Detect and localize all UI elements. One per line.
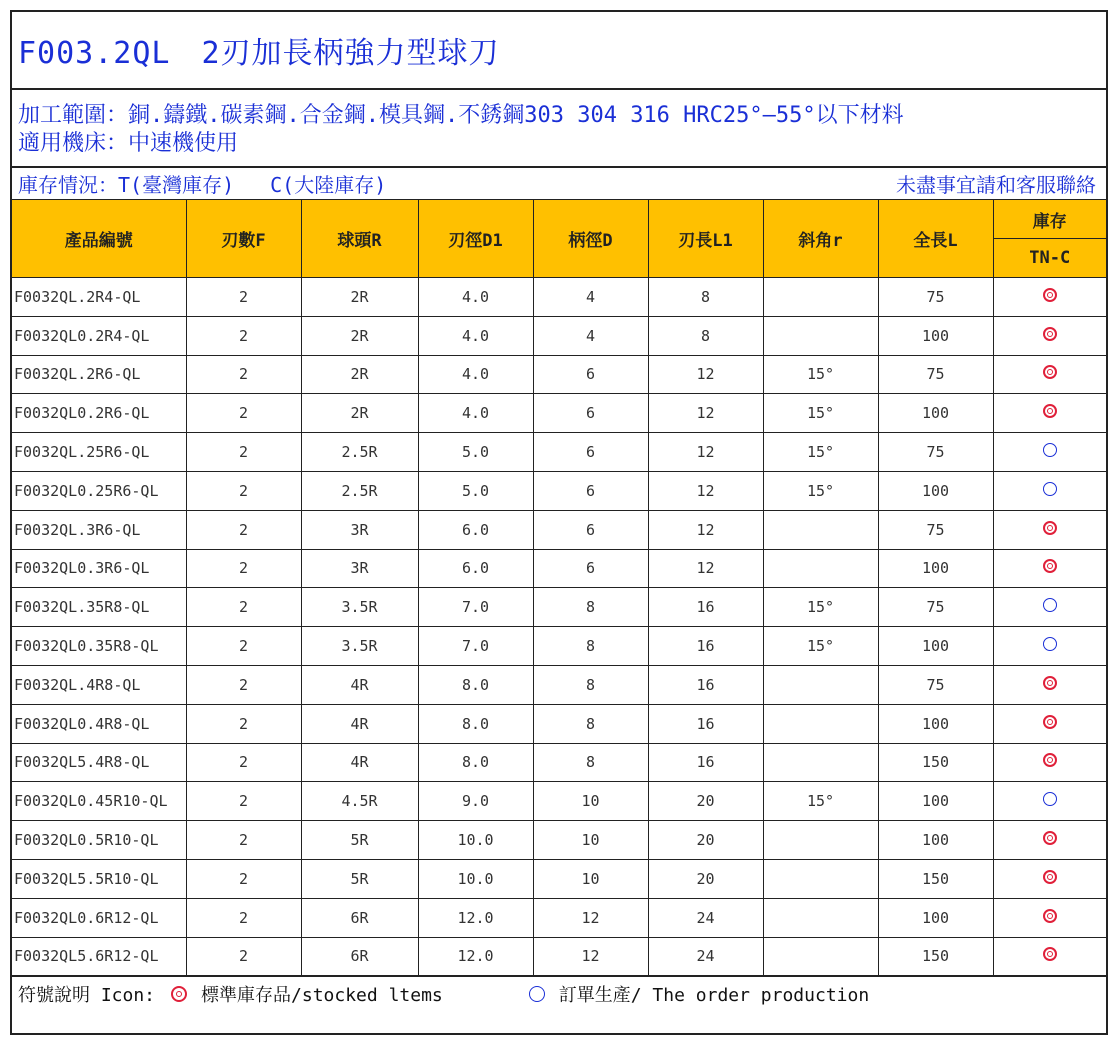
cell-length: 100	[878, 316, 993, 355]
cell-angle: 15°	[763, 471, 878, 510]
cell-length: 100	[878, 782, 993, 821]
cell-angle: 15°	[763, 394, 878, 433]
cell-length: 150	[878, 859, 993, 898]
stocked-mark-icon	[1043, 831, 1057, 845]
cell-shank: 4	[533, 278, 648, 317]
cell-radius: 2R	[301, 394, 418, 433]
stocked-mark-icon	[1043, 327, 1057, 341]
table-row	[12, 588, 1106, 627]
stocked-mark-icon	[1043, 404, 1057, 418]
cell-shank: 8	[533, 704, 648, 743]
col-header-stock-sub: TN-C	[993, 239, 1106, 278]
cell-flutes: 2	[186, 316, 301, 355]
cell-length: 75	[878, 355, 993, 394]
cell-radius: 3R	[301, 549, 418, 588]
order-mark-icon	[529, 986, 545, 1002]
cell-shank: 12	[533, 898, 648, 937]
cell-d1: 8.0	[418, 665, 533, 704]
cell-stock	[993, 355, 1106, 394]
table-row	[12, 355, 1106, 394]
col-header-l1: 刃長L1	[648, 200, 763, 278]
stocked-mark-icon	[171, 986, 187, 1002]
cell-flutes: 2	[186, 588, 301, 627]
stocked-mark-icon	[1043, 676, 1057, 690]
cell-stock	[993, 471, 1106, 510]
cell-radius: 2R	[301, 316, 418, 355]
cell-radius: 2R	[301, 355, 418, 394]
stocked-mark-icon	[1043, 870, 1057, 884]
col-header-d1: 刃徑D1	[418, 200, 533, 278]
page-title: F003.2QL 2刃加長柄強力型球刀	[12, 12, 1106, 90]
cell-angle	[763, 743, 878, 782]
order-mark-icon	[1043, 482, 1057, 496]
order-mark-icon	[1043, 792, 1057, 806]
cell-radius: 4R	[301, 665, 418, 704]
table-body	[12, 278, 1106, 976]
cell-stock	[993, 898, 1106, 937]
cell-l1: 8	[648, 316, 763, 355]
cell-l1: 24	[648, 937, 763, 976]
cell-shank: 8	[533, 743, 648, 782]
table-header-row	[12, 200, 1106, 239]
cell-code: F0032QL.35R8-QL	[12, 588, 186, 627]
machine-type-text: 適用機床：中速機使用	[18, 131, 239, 156]
cell-d1: 6.0	[418, 549, 533, 588]
cell-stock	[993, 394, 1106, 433]
cell-shank: 10	[533, 821, 648, 860]
col-header-angle: 斜角r	[763, 200, 878, 278]
cell-shank: 6	[533, 549, 648, 588]
cell-l1: 12	[648, 471, 763, 510]
table-row	[12, 278, 1106, 317]
spec-sheet	[10, 10, 1108, 1035]
cell-length: 100	[878, 704, 993, 743]
cell-radius: 6R	[301, 937, 418, 976]
table-row	[12, 665, 1106, 704]
cell-code: F0032QL.25R6-QL	[12, 433, 186, 472]
cell-code: F0032QL0.5R10-QL	[12, 821, 186, 860]
cell-shank: 8	[533, 627, 648, 666]
cell-code: F0032QL0.6R12-QL	[12, 898, 186, 937]
cell-l1: 20	[648, 859, 763, 898]
cell-code: F0032QL0.4R8-QL	[12, 704, 186, 743]
cell-angle: 15°	[763, 627, 878, 666]
cell-code: F0032QL5.6R12-QL	[12, 937, 186, 976]
cell-d1: 7.0	[418, 627, 533, 666]
cell-code: F0032QL0.35R8-QL	[12, 627, 186, 666]
table-row	[12, 433, 1106, 472]
table-row	[12, 549, 1106, 588]
cell-angle	[763, 898, 878, 937]
cell-d1: 8.0	[418, 704, 533, 743]
col-header-code: 產品編號	[12, 200, 186, 278]
cell-code: F0032QL5.4R8-QL	[12, 743, 186, 782]
legend-label: 符號說明 Icon:	[18, 985, 156, 1007]
table-row	[12, 859, 1106, 898]
cell-radius: 5R	[301, 859, 418, 898]
cell-d1: 5.0	[418, 433, 533, 472]
cell-stock	[993, 627, 1106, 666]
cell-length: 75	[878, 510, 993, 549]
order-mark-icon	[1043, 443, 1057, 457]
cell-stock	[993, 588, 1106, 627]
cell-l1: 20	[648, 821, 763, 860]
cell-code: F0032QL0.2R4-QL	[12, 316, 186, 355]
cell-d1: 12.0	[418, 937, 533, 976]
cell-flutes: 2	[186, 510, 301, 549]
cell-angle: 15°	[763, 588, 878, 627]
cell-radius: 2R	[301, 278, 418, 317]
cell-code: F0032QL0.3R6-QL	[12, 549, 186, 588]
cell-shank: 6	[533, 355, 648, 394]
cell-angle: 15°	[763, 355, 878, 394]
table-row	[12, 743, 1106, 782]
table-row	[12, 937, 1106, 976]
cell-shank: 6	[533, 510, 648, 549]
cell-d1: 5.0	[418, 471, 533, 510]
cell-length: 75	[878, 433, 993, 472]
cell-l1: 16	[648, 627, 763, 666]
stocked-mark-icon	[1043, 288, 1057, 302]
stocked-mark-icon	[1043, 715, 1057, 729]
cell-stock	[993, 278, 1106, 317]
legend-order-text: 訂單生產/ The order production	[558, 985, 870, 1007]
table-row	[12, 471, 1106, 510]
cell-angle	[763, 278, 878, 317]
cell-shank: 12	[533, 937, 648, 976]
cell-stock	[993, 743, 1106, 782]
cell-stock	[993, 937, 1106, 976]
cell-length: 75	[878, 588, 993, 627]
cell-l1: 24	[648, 898, 763, 937]
cell-l1: 20	[648, 782, 763, 821]
cell-angle	[763, 704, 878, 743]
stock-status-bar	[12, 168, 1106, 200]
cell-shank: 4	[533, 316, 648, 355]
cell-code: F0032QL.2R4-QL	[12, 278, 186, 317]
cell-l1: 8	[648, 278, 763, 317]
cell-shank: 8	[533, 665, 648, 704]
cell-radius: 4R	[301, 704, 418, 743]
cell-d1: 4.0	[418, 316, 533, 355]
contact-note: 未盡事宜請和客服聯絡	[896, 173, 1096, 197]
cell-angle	[763, 665, 878, 704]
cell-d1: 12.0	[418, 898, 533, 937]
table-row	[12, 510, 1106, 549]
cell-stock	[993, 510, 1106, 549]
cell-code: F0032QL5.5R10-QL	[12, 859, 186, 898]
cell-radius: 2.5R	[301, 471, 418, 510]
cell-stock	[993, 704, 1106, 743]
cell-d1: 7.0	[418, 588, 533, 627]
cell-angle	[763, 549, 878, 588]
cell-length: 100	[878, 821, 993, 860]
cell-flutes: 2	[186, 743, 301, 782]
cell-radius: 6R	[301, 898, 418, 937]
cell-flutes: 2	[186, 859, 301, 898]
stocked-mark-icon	[1043, 559, 1057, 573]
cell-flutes: 2	[186, 937, 301, 976]
stocked-mark-icon	[1043, 909, 1057, 923]
cell-l1: 16	[648, 588, 763, 627]
cell-shank: 6	[533, 471, 648, 510]
info-block	[12, 90, 1106, 168]
cell-code: F0032QL.3R6-QL	[12, 510, 186, 549]
cell-l1: 12	[648, 549, 763, 588]
cell-code: F0032QL.4R8-QL	[12, 665, 186, 704]
cell-flutes: 2	[186, 898, 301, 937]
cell-angle	[763, 859, 878, 898]
col-header-shank: 柄徑D	[533, 200, 648, 278]
stocked-mark-icon	[1043, 521, 1057, 535]
cell-stock	[993, 821, 1106, 860]
cell-stock	[993, 316, 1106, 355]
cell-length: 100	[878, 898, 993, 937]
cell-code: F0032QL0.2R6-QL	[12, 394, 186, 433]
legend-stocked-text: 標準庫存品/stocked ltems	[201, 985, 443, 1007]
cell-l1: 16	[648, 665, 763, 704]
table-row	[12, 316, 1106, 355]
cell-shank: 10	[533, 782, 648, 821]
cell-l1: 12	[648, 510, 763, 549]
cell-d1: 9.0	[418, 782, 533, 821]
cell-length: 150	[878, 743, 993, 782]
cell-d1: 10.0	[418, 821, 533, 860]
cell-l1: 12	[648, 394, 763, 433]
cell-radius: 4.5R	[301, 782, 418, 821]
table-row	[12, 704, 1106, 743]
stocked-mark-icon	[1043, 947, 1057, 961]
cell-shank: 10	[533, 859, 648, 898]
table-row	[12, 394, 1106, 433]
cell-l1: 12	[648, 433, 763, 472]
col-header-flutes: 刃數F	[186, 200, 301, 278]
cell-radius: 3.5R	[301, 627, 418, 666]
table-row	[12, 627, 1106, 666]
cell-angle: 15°	[763, 433, 878, 472]
cell-angle	[763, 937, 878, 976]
cell-flutes: 2	[186, 433, 301, 472]
cell-angle	[763, 821, 878, 860]
cell-radius: 3.5R	[301, 588, 418, 627]
cell-length: 100	[878, 549, 993, 588]
cell-l1: 12	[648, 355, 763, 394]
cell-length: 100	[878, 471, 993, 510]
table-row	[12, 821, 1106, 860]
cell-shank: 8	[533, 588, 648, 627]
cell-flutes: 2	[186, 704, 301, 743]
col-header-length: 全長L	[878, 200, 993, 278]
machining-range-text: 加工範圍：銅.鑄鐵.碳素鋼.合金鋼.模具鋼.不銹鋼303 304 316 HRC25°—55°以下材料	[18, 103, 904, 128]
stock-taiwan-label: 庫存情況：T(臺灣庫存)	[18, 173, 235, 197]
cell-flutes: 2	[186, 665, 301, 704]
stock-china-label: C(大陸庫存)	[270, 173, 387, 197]
cell-flutes: 2	[186, 355, 301, 394]
stock-legend	[18, 169, 422, 198]
cell-length: 75	[878, 278, 993, 317]
stocked-mark-icon	[1043, 365, 1057, 379]
cell-stock	[993, 665, 1106, 704]
cell-d1: 4.0	[418, 278, 533, 317]
cell-angle	[763, 510, 878, 549]
cell-d1: 4.0	[418, 394, 533, 433]
cell-shank: 6	[533, 394, 648, 433]
cell-angle: 15°	[763, 782, 878, 821]
cell-stock	[993, 549, 1106, 588]
product-table	[12, 200, 1106, 976]
col-header-radius: 球頭R	[301, 200, 418, 278]
cell-flutes: 2	[186, 627, 301, 666]
cell-l1: 16	[648, 704, 763, 743]
legend-row	[12, 976, 1106, 1011]
cell-angle	[763, 316, 878, 355]
cell-d1: 10.0	[418, 859, 533, 898]
order-mark-icon	[1043, 598, 1057, 612]
cell-flutes: 2	[186, 278, 301, 317]
cell-flutes: 2	[186, 549, 301, 588]
cell-shank: 6	[533, 433, 648, 472]
cell-stock	[993, 859, 1106, 898]
cell-d1: 4.0	[418, 355, 533, 394]
stocked-mark-icon	[1043, 753, 1057, 767]
cell-radius: 2.5R	[301, 433, 418, 472]
cell-l1: 16	[648, 743, 763, 782]
cell-radius: 3R	[301, 510, 418, 549]
cell-code: F0032QL0.45R10-QL	[12, 782, 186, 821]
cell-length: 100	[878, 394, 993, 433]
cell-code: F0032QL0.25R6-QL	[12, 471, 186, 510]
cell-flutes: 2	[186, 394, 301, 433]
col-header-stock: 庫存	[993, 200, 1106, 239]
cell-flutes: 2	[186, 471, 301, 510]
order-mark-icon	[1043, 637, 1057, 651]
cell-length: 75	[878, 665, 993, 704]
cell-radius: 5R	[301, 821, 418, 860]
cell-d1: 8.0	[418, 743, 533, 782]
cell-flutes: 2	[186, 821, 301, 860]
cell-stock	[993, 433, 1106, 472]
cell-length: 150	[878, 937, 993, 976]
table-row	[12, 782, 1106, 821]
cell-radius: 4R	[301, 743, 418, 782]
cell-length: 100	[878, 627, 993, 666]
table-row	[12, 898, 1106, 937]
cell-code: F0032QL.2R6-QL	[12, 355, 186, 394]
cell-flutes: 2	[186, 782, 301, 821]
cell-stock	[993, 782, 1106, 821]
cell-d1: 6.0	[418, 510, 533, 549]
